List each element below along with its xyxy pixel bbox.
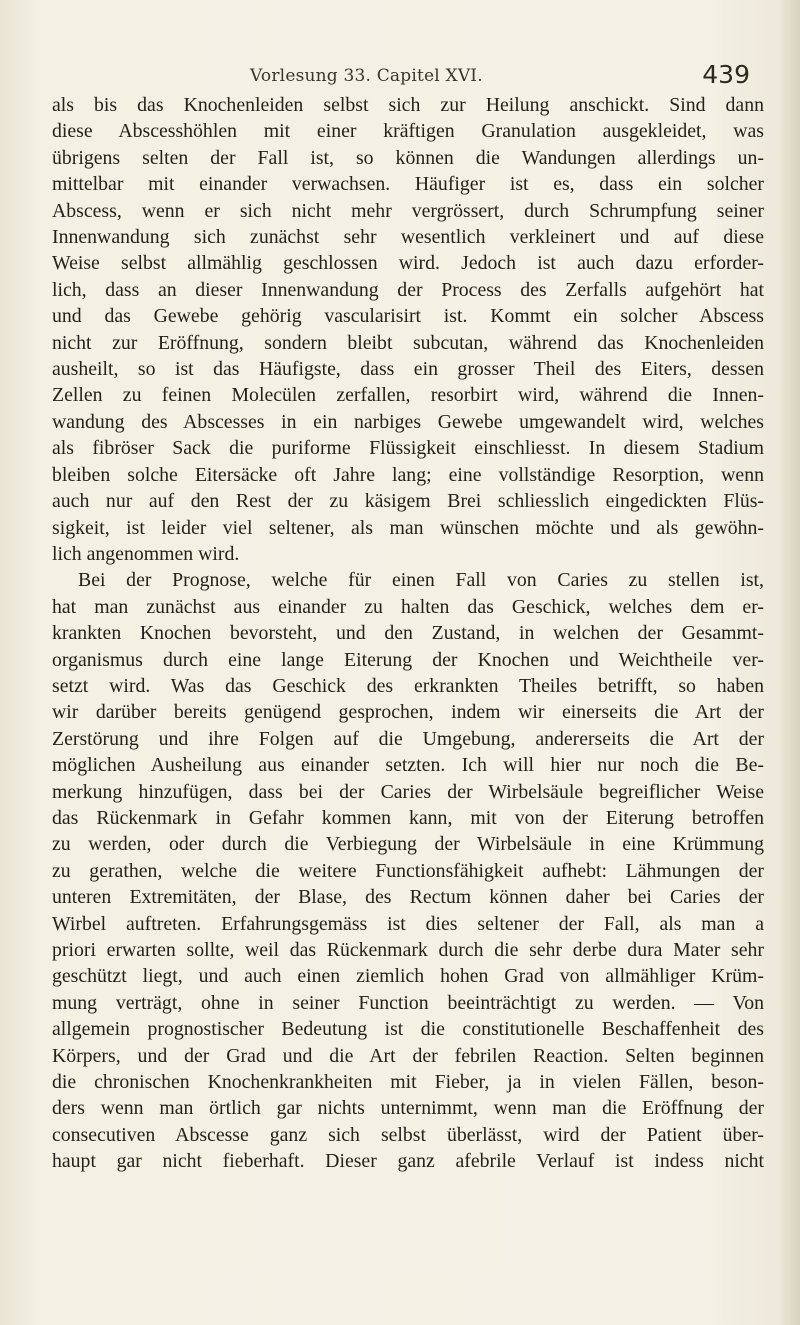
text-line: ders wenn man örtlich gar nichts unternimmt, wenn man die Eröffnung der xyxy=(52,1097,764,1120)
running-head: Vorlesung 33. Capitel XVI. xyxy=(250,66,483,86)
text-line: bleiben solche Eitersäcke oft Jahre lang; eine vollständige Resorption, wenn xyxy=(52,463,764,486)
text-line: möglichen Ausheilung aus einander setzten. Ich will hier nur noch die Be- xyxy=(52,754,764,777)
text-line: wandung des Abscesses in ein narbiges Gewebe umgewandelt wird, welches xyxy=(52,410,764,433)
text-line: mung verträgt, ohne in seiner Function beeinträchtigt zu werden. — Von xyxy=(52,991,764,1014)
page-number: 439 xyxy=(702,60,750,89)
text-line: haupt gar nicht fieberhaft. Dieser ganz afebrile Verlauf ist indess nicht xyxy=(52,1150,764,1173)
text-line: Weise selbst allmählig geschlossen wird. Jedoch ist auch dazu erforder- xyxy=(52,252,764,275)
text-line: wir darüber bereits genügend gesprochen, indem wir einerseits die Art der xyxy=(52,701,764,724)
text-line: Zerstörung und ihre Folgen auf die Umgebung, andererseits die Art der xyxy=(52,727,764,750)
text-line: ausheilt, so ist das Häufigste, dass ein grosser Theil des Eiters, dessen xyxy=(52,358,764,381)
text-line: priori erwarten sollte, weil das Rückenmark durch die sehr derbe dura Mater sehr xyxy=(52,939,764,961)
text-line: krankten Knochen bevorsteht, und den Zustand, in welchen der Gesammt- xyxy=(52,622,764,645)
text-line: zu werden, oder durch die Verbiegung der Wirbelsäule in eine Krümmung xyxy=(52,833,764,856)
text-line: die chronischen Knochenkrankheiten mit Fieber, ja in vielen Fällen, beson- xyxy=(52,1071,764,1094)
text-line: Abscess, wenn er sich nicht mehr vergrössert, durch Schrumpfung seiner xyxy=(52,199,764,222)
text-line: unteren Extremitäten, der Blase, des Rectum können daher bei Caries der xyxy=(52,886,764,909)
text-line: organismus durch eine lange Eiterung der Knochen und Weichtheile ver- xyxy=(52,648,764,671)
text-line: hat man zunächst aus einander zu halten das Geschick, welches dem er- xyxy=(52,595,764,618)
text-line: nicht zur Eröffnung, sondern bleibt subcutan, während das Knochenleiden xyxy=(52,331,764,354)
text-line: und das Gewebe gehörig vascularisirt ist. Kommt ein solcher Abscess xyxy=(52,305,764,328)
text-line: setzt wird. Was das Geschick des erkrankten Theiles betrifft, so haben xyxy=(52,674,764,697)
text-line: allgemein prognostischer Bedeutung ist die constitutionelle Beschaffenheit des xyxy=(52,1018,764,1041)
text-line: Wirbel auftreten. Erfahrungsgemäss ist dies seltener der Fall, als man a xyxy=(52,912,764,935)
text-line: mittelbar mit einander verwachsen. Häufiger ist es, dass ein solcher xyxy=(52,173,764,196)
paragraph-end-line: lich angenommen wird. xyxy=(52,542,240,565)
text-line: Zellen zu feinen Molecülen zerfallen, resorbirt wird, während die Innen- xyxy=(52,384,764,407)
text-line: diese Abscesshöhlen mit einer kräftigen Granulation ausgekleidet, was xyxy=(52,120,764,143)
text-line: merkung hinzufügen, dass bei der Caries der Wirbelsäule begreiflicher Weise xyxy=(52,780,764,803)
text-line: als bis das Knochenleiden selbst sich zur Heilung anschickt. Sind dann xyxy=(52,94,764,116)
text-line: auch nur auf den Rest der zu käsigem Brei schliesslich eingedickten Flüs- xyxy=(52,490,764,513)
text-line: Innenwandung sich zunächst sehr wesentlich verkleinert und auf diese xyxy=(52,226,764,249)
text-line: geschützt liegt, und auch einen ziemlich hohen Grad von allmähliger Krüm- xyxy=(52,965,764,988)
text-line: lich, dass an dieser Innenwandung der Process des Zerfalls aufgehört hat xyxy=(52,278,764,301)
text-line: übrigens selten der Fall ist, so können die Wandungen allerdings un- xyxy=(52,146,764,169)
paragraph-start-line: Bei der Prognose, welche für einen Fall von Caries zu stellen ist, xyxy=(78,569,764,592)
text-line: zu gerathen, welche die weitere Functionsfähigkeit aufhebt: Lähmungen der xyxy=(52,859,764,882)
body-text xyxy=(52,92,764,1175)
text-line: als fibröser Sack die puriforme Flüssigkeit einschliesst. In diesem Stadium xyxy=(52,437,764,460)
text-line: consecutiven Abscesse ganz sich selbst überlässt, wird der Patient über- xyxy=(52,1123,764,1146)
page-edge-shadow xyxy=(778,0,800,1325)
text-line: das Rückenmark in Gefahr kommen kann, mit von der Eiterung betroffen xyxy=(52,806,764,829)
text-line: Körpers, und der Grad und die Art der febrilen Reaction. Selten beginnen xyxy=(52,1044,764,1067)
text-line: sigkeit, ist leider viel seltener, als man wünschen möchte und als gewöhn- xyxy=(52,516,764,539)
